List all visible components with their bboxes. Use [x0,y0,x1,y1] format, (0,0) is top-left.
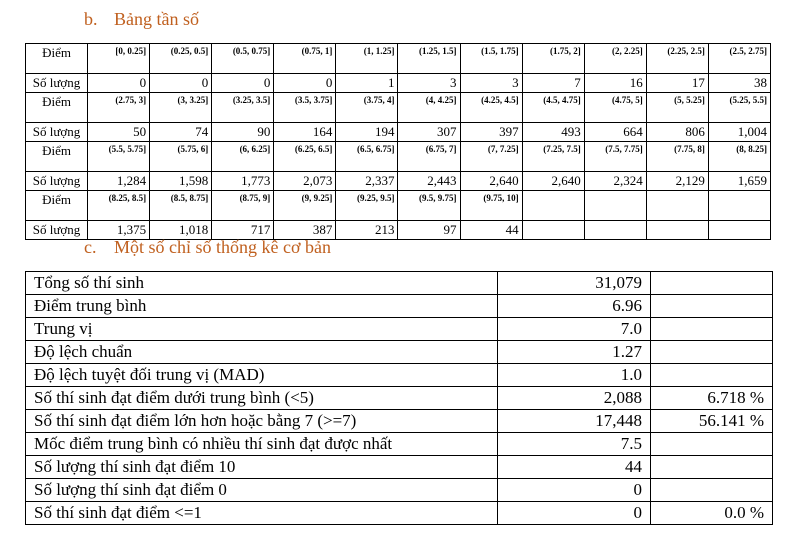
stat-label: Độ lệch tuyệt đối trung vị (MAD) [26,364,498,387]
count-cell [584,221,646,240]
stat-value: 0 [498,479,651,502]
count-cell: 1,773 [212,172,274,191]
score-range-cell: (2, 2.25] [584,44,646,74]
section-b-label: b. [84,9,98,29]
score-range-cell: (5, 5.25] [646,93,708,123]
stat-value: 0 [498,502,651,525]
count-cell: 307 [398,123,460,142]
section-b-heading [84,9,199,30]
section-c-heading [84,237,331,258]
score-range-row [26,44,771,74]
score-range-cell: (3.5, 3.75] [274,93,336,123]
stats-row [26,410,773,433]
count-cell: 38 [708,74,770,93]
stat-label: Số lượng thí sinh đạt điểm 10 [26,456,498,479]
count-cell: 1,284 [88,172,150,191]
score-range-cell: [0, 0.25] [88,44,150,74]
section-c-title: Một số chỉ số thống kê cơ bản [114,237,331,257]
score-row-label: Điểm [26,191,88,221]
count-cell [708,221,770,240]
count-row-label: Số lượng [26,221,88,240]
score-row-label: Điểm [26,142,88,172]
score-range-cell [584,191,646,221]
stat-value: 44 [498,456,651,479]
stat-percent: 56.141 % [651,410,773,433]
section-c-label: c. [84,237,97,257]
score-range-cell: (8.5, 8.75] [150,191,212,221]
count-cell: 806 [646,123,708,142]
count-cell: 194 [336,123,398,142]
score-range-cell: (2.5, 2.75] [708,44,770,74]
score-range-cell: (3.75, 4] [336,93,398,123]
score-range-row [26,142,771,172]
count-cell: 1,659 [708,172,770,191]
score-range-cell: (9.5, 9.75] [398,191,460,221]
stat-label: Mốc điểm trung bình có nhiều thí sinh đạt được nhất [26,433,498,456]
count-cell: 97 [398,221,460,240]
stat-value: 7.5 [498,433,651,456]
count-cell: 50 [88,123,150,142]
score-range-cell: (1.75, 2] [522,44,584,74]
count-cell: 44 [460,221,522,240]
count-row-label: Số lượng [26,123,88,142]
score-range-cell: (5.5, 5.75] [88,142,150,172]
score-range-cell: (5.25, 5.5] [708,93,770,123]
stat-percent: 6.718 % [651,387,773,410]
stat-label: Trung vị [26,318,498,341]
stat-label: Tổng số thí sinh [26,272,498,295]
score-range-cell: (2.25, 2.5] [646,44,708,74]
score-range-cell: (7, 7.25] [460,142,522,172]
score-range-cell: (8.75, 9] [212,191,274,221]
count-cell: 164 [274,123,336,142]
score-range-cell: (8.25, 8.5] [88,191,150,221]
score-range-row [26,93,771,123]
frequency-table [25,43,771,240]
stat-percent: 0.0 % [651,502,773,525]
count-cell: 397 [460,123,522,142]
stats-row [26,341,773,364]
count-cell: 213 [336,221,398,240]
score-range-cell: (7.75, 8] [646,142,708,172]
score-range-cell: (5.75, 6] [150,142,212,172]
stat-percent [651,341,773,364]
score-range-cell: (9.75, 10] [460,191,522,221]
count-row [26,74,771,93]
stat-percent [651,295,773,318]
score-range-cell: (7.5, 7.75] [584,142,646,172]
score-range-row [26,191,771,221]
score-range-cell: (0.75, 1] [274,44,336,74]
count-cell: 1,004 [708,123,770,142]
count-row-label: Số lượng [26,74,88,93]
stat-value: 6.96 [498,295,651,318]
stat-percent [651,433,773,456]
score-range-cell: (7.25, 7.5] [522,142,584,172]
count-cell: 2,640 [460,172,522,191]
stat-value: 2,088 [498,387,651,410]
score-range-cell: (8, 8.25] [708,142,770,172]
score-range-cell: (4.5, 4.75] [522,93,584,123]
stat-percent [651,272,773,295]
score-range-cell: (6.75, 7] [398,142,460,172]
count-cell: 2,640 [522,172,584,191]
stats-row [26,318,773,341]
stat-label: Số thí sinh đạt điểm dưới trung bình (<5) [26,387,498,410]
stat-percent [651,479,773,502]
score-range-cell: (1.25, 1.5] [398,44,460,74]
count-cell: 2,073 [274,172,336,191]
stat-percent [651,318,773,341]
score-range-cell: (6.25, 6.5] [274,142,336,172]
stat-label: Số lượng thí sinh đạt điểm 0 [26,479,498,502]
stats-row [26,272,773,295]
stats-row [26,456,773,479]
stat-label: Độ lệch chuẩn [26,341,498,364]
statistics-table [25,271,773,525]
score-range-cell: (3.25, 3.5] [212,93,274,123]
count-cell: 493 [522,123,584,142]
count-cell: 1,375 [88,221,150,240]
stat-value: 1.27 [498,341,651,364]
score-range-cell: (4.25, 4.5] [460,93,522,123]
count-row-label: Số lượng [26,172,88,191]
score-range-cell [522,191,584,221]
count-cell [522,221,584,240]
stat-percent [651,364,773,387]
count-cell: 90 [212,123,274,142]
count-cell: 2,443 [398,172,460,191]
count-cell: 0 [212,74,274,93]
stats-row [26,387,773,410]
stat-percent [651,456,773,479]
score-range-cell: (6.5, 6.75] [336,142,398,172]
stats-row [26,502,773,525]
count-cell: 16 [584,74,646,93]
score-range-cell [708,191,770,221]
count-cell [646,221,708,240]
count-cell: 2,129 [646,172,708,191]
count-cell: 7 [522,74,584,93]
count-cell: 0 [274,74,336,93]
score-range-cell: (1, 1.25] [336,44,398,74]
score-range-cell: (3, 3.25] [150,93,212,123]
stat-value: 31,079 [498,272,651,295]
count-cell: 3 [398,74,460,93]
stat-value: 7.0 [498,318,651,341]
stat-value: 17,448 [498,410,651,433]
stat-label: Điểm trung bình [26,295,498,318]
score-range-cell: (4.75, 5] [584,93,646,123]
count-cell: 2,337 [336,172,398,191]
score-range-cell: (4, 4.25] [398,93,460,123]
count-cell: 17 [646,74,708,93]
score-row-label: Điểm [26,93,88,123]
score-row-label: Điểm [26,44,88,74]
count-row [26,123,771,142]
count-cell: 3 [460,74,522,93]
count-cell: 1 [336,74,398,93]
count-cell: 1,018 [150,221,212,240]
stats-row [26,295,773,318]
stats-row [26,364,773,387]
count-cell: 387 [274,221,336,240]
stat-value: 1.0 [498,364,651,387]
score-range-cell: (0.5, 0.75] [212,44,274,74]
score-range-cell [646,191,708,221]
stats-row [26,433,773,456]
score-range-cell: (9, 9.25] [274,191,336,221]
score-range-cell: (9.25, 9.5] [336,191,398,221]
score-range-cell: (1.5, 1.75] [460,44,522,74]
stats-row [26,479,773,502]
score-range-cell: (0.25, 0.5] [150,44,212,74]
section-b-title: Bảng tần số [114,9,199,29]
count-cell: 1,598 [150,172,212,191]
count-row [26,172,771,191]
count-cell: 717 [212,221,274,240]
score-range-cell: (2.75, 3] [88,93,150,123]
stat-label: Số thí sinh đạt điểm lớn hơn hoặc bằng 7 (>=7) [26,410,498,433]
count-cell: 0 [150,74,212,93]
count-cell: 0 [88,74,150,93]
count-cell: 74 [150,123,212,142]
count-cell: 2,324 [584,172,646,191]
stat-label: Số thí sinh đạt điểm <=1 [26,502,498,525]
count-cell: 664 [584,123,646,142]
score-range-cell: (6, 6.25] [212,142,274,172]
